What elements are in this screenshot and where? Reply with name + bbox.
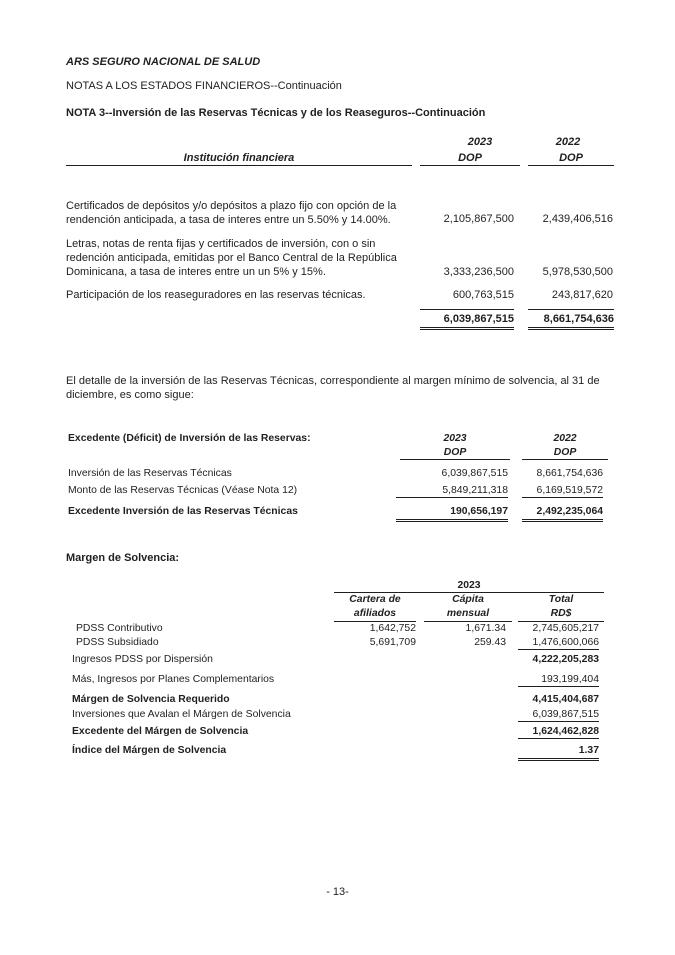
t2-row-1-2022: 8,661,754,636	[536, 468, 603, 479]
t1-currency-2022: DOP	[528, 152, 614, 166]
col-cartera-header	[334, 593, 416, 622]
t1-institution-header: Institución financiera	[66, 152, 412, 166]
company-name: ARS SEGURO NACIONAL DE SALUD	[66, 56, 261, 68]
t1-row-3-desc: Participación de los reaseguradores en las reservas técnicas.	[66, 289, 366, 301]
solvency-year: 2023	[334, 580, 604, 593]
pdss-contributivo-cartera: 1,642,752	[369, 623, 416, 634]
indice-total: 1.37	[518, 745, 599, 761]
t2-currency-2023: DOP	[400, 447, 510, 460]
t1-year-2023: 2023	[467, 136, 493, 148]
t1-row-2-desc	[66, 237, 416, 279]
inversiones-total: 6,039,867,515	[518, 709, 599, 722]
t1-total-2022: 8,661,754,636	[528, 309, 614, 330]
mas-total: 193,199,404	[518, 674, 599, 687]
col-total-header	[518, 593, 604, 622]
t1-row-3-2023: 600,763,515	[452, 289, 514, 301]
t2-year-2022: 2022	[553, 433, 577, 444]
t2-row-2-label: Monto de las Reservas Técnicas (Véase Nota 12)	[68, 485, 298, 496]
ingresos-label: Ingresos PDSS por Dispersión	[72, 654, 213, 665]
mas-label: Más, Ingresos por Planes Complementarios	[72, 674, 275, 685]
t1-row-2-line3: Dominicana, a tasa de interes entre un un 5% y 15%.	[66, 266, 326, 278]
excedente-total: 1,624,462,828	[518, 726, 599, 739]
t2-currency-2022: DOP	[522, 447, 608, 460]
paragraph-line1: El detalle de la inversión de las Reservas Técnicas, correspondiente al margen mínimo de solvencia, al 31 de	[66, 375, 600, 387]
t1-total-2023: 6,039,867,515	[420, 309, 514, 330]
t1-row-3-2022: 243,817,620	[551, 289, 613, 301]
solvency-title: Margen de Solvencia:	[66, 552, 180, 564]
requerido-label: Márgen de Solvencia Requerido	[72, 694, 230, 705]
pdss-contributivo-total: 2,745,605,217	[532, 623, 599, 634]
note-title: NOTA 3--Inversión de las Reservas Técnicas y de los Reaseguros--Continuación	[66, 107, 486, 119]
paragraph-line2: diciembre, es como sigue:	[66, 389, 194, 401]
requerido-total: 4,415,404,687	[532, 694, 599, 705]
t2-total-2023: 190,656,197	[396, 506, 508, 522]
t1-row-1-desc	[66, 199, 416, 227]
t2-row-1-2023: 6,039,867,515	[441, 468, 508, 479]
t2-row-1-label: Inversión de las Reservas Técnicas	[68, 468, 232, 479]
t2-total-2022: 2,492,235,064	[522, 506, 603, 522]
pdss-subsidiado-total: 1,476,600,066	[518, 637, 599, 650]
ingresos-total: 4,222,205,283	[532, 654, 599, 665]
col-capita-header	[424, 593, 512, 622]
t1-row-1-line2: rendención anticipada, a tasa de interes entre un 5.50% y 14.00%.	[66, 214, 391, 226]
col-capita-line2: mensual	[446, 608, 490, 619]
t1-row-1-line1: Certificados de depósitos y/o depósitos a plazo fijo con opción de la	[66, 200, 397, 212]
excedente-label: Excedente del Márgen de Solvencia	[72, 726, 249, 737]
t1-row-2-line2: redención anticipada, emitidas por el Banco Central de la República	[66, 252, 397, 264]
pdss-contributivo-capita: 1,671.34	[465, 623, 506, 634]
t1-row-1-2023: 2,105,867,500	[443, 213, 514, 225]
page-subtitle: NOTAS A LOS ESTADOS FINANCIEROS--Continuación	[66, 80, 342, 92]
pdss-subsidiado-capita: 259.43	[474, 637, 506, 648]
pdss-subsidiado-cartera: 5,691,709	[369, 637, 416, 648]
paragraph	[66, 374, 614, 402]
t2-total-label: Excedente Inversión de las Reservas Técnicas	[68, 506, 298, 517]
col-total-line1: Total	[548, 594, 574, 605]
col-cartera-line2: afiliados	[353, 608, 397, 619]
indice-label: Índice del Márgen de Solvencia	[72, 745, 227, 756]
t1-row-2-2023: 3,333,236,500	[443, 266, 514, 278]
pdss-contributivo-label: PDSS Contributivo	[76, 623, 163, 634]
page-number: - 13-	[326, 886, 349, 898]
t2-row-2-2023: 5,849,211,318	[396, 485, 508, 498]
pdss-subsidiado-label: PDSS Subsidiado	[76, 637, 159, 648]
t2-row-2-2022: 6,169,519,572	[522, 485, 603, 498]
col-cartera-line1: Cartera de	[349, 594, 401, 605]
t2-year-2023: 2023	[443, 433, 467, 444]
t1-row-2-line1: Letras, notas de renta fijas y certificados de inversión, con o sin	[66, 238, 376, 250]
t1-year-2022: 2022	[555, 136, 581, 148]
inversiones-label: Inversiones que Avalan el Márgen de Solvencia	[72, 709, 291, 720]
col-total-line2: RD$	[550, 608, 572, 619]
t2-title: Excedente (Déficit) de Inversión de las Reservas:	[68, 433, 311, 444]
col-capita-line1: Cápita	[452, 594, 484, 605]
t1-currency-2023: DOP	[420, 152, 520, 166]
t1-row-1-2022: 2,439,406,516	[542, 213, 613, 225]
t1-row-2-2022: 5,978,530,500	[542, 266, 613, 278]
